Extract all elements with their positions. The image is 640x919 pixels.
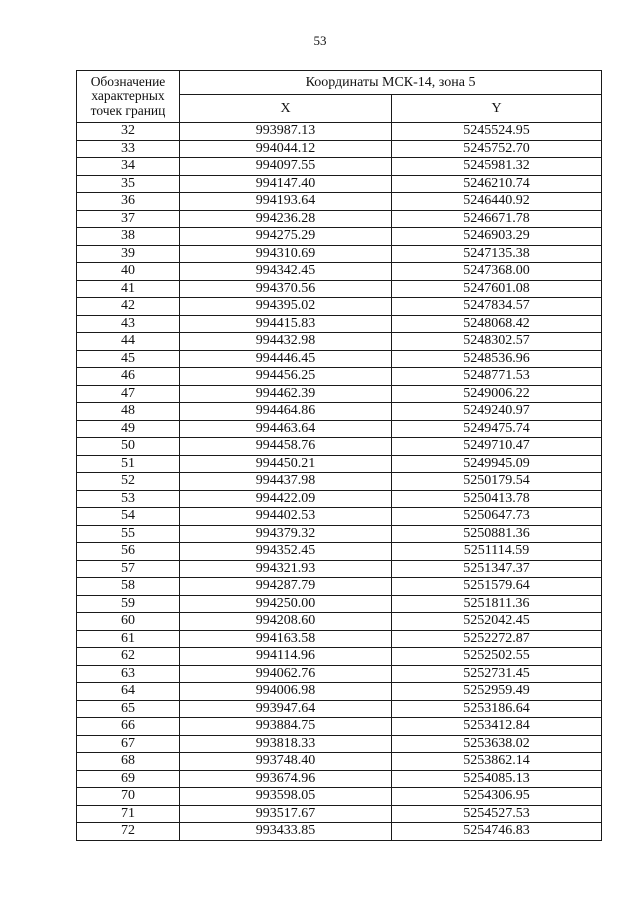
- x-coordinate-cell: 994458.76: [180, 438, 392, 456]
- x-coordinate-cell: 994432.98: [180, 333, 392, 351]
- point-number-cell: 56: [77, 543, 180, 561]
- y-coordinate-cell: 5247135.38: [392, 245, 602, 263]
- y-coordinate-cell: 5252272.87: [392, 630, 602, 648]
- y-coordinate-cell: 5252502.55: [392, 648, 602, 666]
- table-row: [77, 455, 602, 473]
- table-row: [77, 700, 602, 718]
- point-number-cell: 59: [77, 595, 180, 613]
- table-row: [77, 210, 602, 228]
- x-coordinate-cell: 993433.85: [180, 823, 392, 841]
- table-row: [77, 543, 602, 561]
- table-row: [77, 298, 602, 316]
- x-coordinate-cell: 994456.25: [180, 368, 392, 386]
- y-coordinate-cell: 5249006.22: [392, 385, 602, 403]
- y-coordinate-cell: 5245524.95: [392, 123, 602, 141]
- point-number-cell: 65: [77, 700, 180, 718]
- y-coordinate-cell: 5248302.57: [392, 333, 602, 351]
- x-coordinate-cell: 994450.21: [180, 455, 392, 473]
- page-number: 53: [313, 33, 327, 48]
- table-row: [77, 158, 602, 176]
- point-number-cell: 72: [77, 823, 180, 841]
- point-number-cell: 54: [77, 508, 180, 526]
- point-number-cell: 35: [77, 175, 180, 193]
- x-coordinate-cell: 994163.58: [180, 630, 392, 648]
- point-number-cell: 43: [77, 315, 180, 333]
- x-coordinate-cell: 994044.12: [180, 140, 392, 158]
- table-row: [77, 718, 602, 736]
- point-number-cell: 41: [77, 280, 180, 298]
- y-coordinate-cell: 5254085.13: [392, 770, 602, 788]
- table-row: [77, 735, 602, 753]
- table-row: [77, 315, 602, 333]
- table-row: [77, 333, 602, 351]
- point-number-cell: 45: [77, 350, 180, 368]
- x-coordinate-cell: 994114.96: [180, 648, 392, 666]
- x-coordinate-cell: 994342.45: [180, 263, 392, 281]
- header-coordinate-system: Координаты МСК-14, зона 5: [180, 71, 602, 95]
- point-number-cell: 49: [77, 420, 180, 438]
- y-coordinate-cell: 5248771.53: [392, 368, 602, 386]
- y-coordinate-cell: 5253638.02: [392, 735, 602, 753]
- y-coordinate-cell: 5246671.78: [392, 210, 602, 228]
- x-coordinate-cell: 994422.09: [180, 490, 392, 508]
- y-coordinate-cell: 5245981.32: [392, 158, 602, 176]
- y-coordinate-cell: 5251579.64: [392, 578, 602, 596]
- table-row: [77, 525, 602, 543]
- x-coordinate-cell: 994250.00: [180, 595, 392, 613]
- header-point-designation: Обозначение характерных точек границ: [77, 71, 180, 123]
- point-number-cell: 48: [77, 403, 180, 421]
- x-coordinate-cell: 994463.64: [180, 420, 392, 438]
- y-coordinate-cell: 5250413.78: [392, 490, 602, 508]
- point-number-cell: 61: [77, 630, 180, 648]
- x-coordinate-cell: 993987.13: [180, 123, 392, 141]
- y-coordinate-cell: 5253862.14: [392, 753, 602, 771]
- table-row: [77, 280, 602, 298]
- y-coordinate-cell: 5254306.95: [392, 788, 602, 806]
- y-coordinate-cell: 5254527.53: [392, 805, 602, 823]
- y-coordinate-cell: 5250647.73: [392, 508, 602, 526]
- header-row-top: [77, 71, 602, 95]
- x-coordinate-cell: 994321.93: [180, 560, 392, 578]
- point-number-cell: 50: [77, 438, 180, 456]
- point-number-cell: 60: [77, 613, 180, 631]
- point-number-cell: 63: [77, 665, 180, 683]
- x-coordinate-cell: 994097.55: [180, 158, 392, 176]
- x-coordinate-cell: 994462.39: [180, 385, 392, 403]
- table-header: [77, 71, 602, 123]
- x-coordinate-cell: 994147.40: [180, 175, 392, 193]
- table-row: [77, 473, 602, 491]
- table-row: [77, 823, 602, 841]
- table-row: [77, 805, 602, 823]
- point-number-cell: 44: [77, 333, 180, 351]
- point-number-cell: 36: [77, 193, 180, 211]
- x-coordinate-cell: 993674.96: [180, 770, 392, 788]
- x-coordinate-cell: 994464.86: [180, 403, 392, 421]
- table-row: [77, 560, 602, 578]
- y-coordinate-cell: 5246210.74: [392, 175, 602, 193]
- x-coordinate-cell: 994446.45: [180, 350, 392, 368]
- point-number-cell: 66: [77, 718, 180, 736]
- table-row: [77, 683, 602, 701]
- y-coordinate-cell: 5246440.92: [392, 193, 602, 211]
- y-coordinate-cell: 5247601.08: [392, 280, 602, 298]
- y-coordinate-cell: 5249710.47: [392, 438, 602, 456]
- point-number-cell: 42: [77, 298, 180, 316]
- table-row: [77, 753, 602, 771]
- x-coordinate-cell: 994415.83: [180, 315, 392, 333]
- x-coordinate-cell: 994352.45: [180, 543, 392, 561]
- point-number-cell: 40: [77, 263, 180, 281]
- table-row: [77, 438, 602, 456]
- y-coordinate-cell: 5248068.42: [392, 315, 602, 333]
- table-row: [77, 630, 602, 648]
- table-row: [77, 595, 602, 613]
- y-coordinate-cell: 5251811.36: [392, 595, 602, 613]
- point-number-cell: 67: [77, 735, 180, 753]
- y-coordinate-cell: 5252731.45: [392, 665, 602, 683]
- y-coordinate-cell: 5251114.59: [392, 543, 602, 561]
- y-coordinate-cell: 5250179.54: [392, 473, 602, 491]
- x-coordinate-cell: 994379.32: [180, 525, 392, 543]
- table-row: [77, 665, 602, 683]
- point-number-cell: 70: [77, 788, 180, 806]
- x-coordinate-cell: 994062.76: [180, 665, 392, 683]
- x-coordinate-cell: 993517.67: [180, 805, 392, 823]
- table-row: [77, 245, 602, 263]
- x-coordinate-cell: 994236.28: [180, 210, 392, 228]
- table-row: [77, 368, 602, 386]
- table-row: [77, 175, 602, 193]
- table-row: [77, 350, 602, 368]
- x-coordinate-cell: 994395.02: [180, 298, 392, 316]
- x-coordinate-cell: 994208.60: [180, 613, 392, 631]
- y-coordinate-cell: 5246903.29: [392, 228, 602, 246]
- point-number-cell: 38: [77, 228, 180, 246]
- y-coordinate-cell: 5250881.36: [392, 525, 602, 543]
- x-coordinate-cell: 994437.98: [180, 473, 392, 491]
- table-body: [77, 123, 602, 841]
- point-number-cell: 62: [77, 648, 180, 666]
- table-row: [77, 123, 602, 141]
- table-row: [77, 613, 602, 631]
- table-row: [77, 263, 602, 281]
- x-coordinate-cell: 994275.29: [180, 228, 392, 246]
- x-coordinate-cell: 993818.33: [180, 735, 392, 753]
- table-row: [77, 420, 602, 438]
- point-number-cell: 64: [77, 683, 180, 701]
- point-number-cell: 47: [77, 385, 180, 403]
- y-coordinate-cell: 5253186.64: [392, 700, 602, 718]
- x-coordinate-cell: 993598.05: [180, 788, 392, 806]
- table-row: [77, 140, 602, 158]
- x-coordinate-cell: 994287.79: [180, 578, 392, 596]
- y-coordinate-cell: 5245752.70: [392, 140, 602, 158]
- coordinates-table: [76, 70, 602, 841]
- y-coordinate-cell: 5252042.45: [392, 613, 602, 631]
- x-coordinate-cell: 993748.40: [180, 753, 392, 771]
- point-number-cell: 46: [77, 368, 180, 386]
- x-coordinate-cell: 993884.75: [180, 718, 392, 736]
- table-row: [77, 508, 602, 526]
- y-coordinate-cell: 5249475.74: [392, 420, 602, 438]
- point-number-cell: 39: [77, 245, 180, 263]
- table-row: [77, 385, 602, 403]
- table-row: [77, 490, 602, 508]
- point-number-cell: 34: [77, 158, 180, 176]
- x-coordinate-cell: 994193.64: [180, 193, 392, 211]
- y-coordinate-cell: 5247368.00: [392, 263, 602, 281]
- x-coordinate-cell: 993947.64: [180, 700, 392, 718]
- y-coordinate-cell: 5249240.97: [392, 403, 602, 421]
- point-number-cell: 51: [77, 455, 180, 473]
- point-number-cell: 37: [77, 210, 180, 228]
- table-row: [77, 788, 602, 806]
- point-number-cell: 71: [77, 805, 180, 823]
- point-number-cell: 69: [77, 770, 180, 788]
- y-coordinate-cell: 5253412.84: [392, 718, 602, 736]
- y-coordinate-cell: 5252959.49: [392, 683, 602, 701]
- point-number-cell: 58: [77, 578, 180, 596]
- x-coordinate-cell: 994006.98: [180, 683, 392, 701]
- point-number-cell: 52: [77, 473, 180, 491]
- point-number-cell: 57: [77, 560, 180, 578]
- table-row: [77, 578, 602, 596]
- table-row: [77, 228, 602, 246]
- point-number-cell: 53: [77, 490, 180, 508]
- point-number-cell: 32: [77, 123, 180, 141]
- table-row: [77, 403, 602, 421]
- point-number-cell: 33: [77, 140, 180, 158]
- header-y: Y: [392, 95, 602, 123]
- y-coordinate-cell: 5251347.37: [392, 560, 602, 578]
- point-number-cell: 68: [77, 753, 180, 771]
- x-coordinate-cell: 994310.69: [180, 245, 392, 263]
- y-coordinate-cell: 5249945.09: [392, 455, 602, 473]
- y-coordinate-cell: 5247834.57: [392, 298, 602, 316]
- y-coordinate-cell: 5254746.83: [392, 823, 602, 841]
- x-coordinate-cell: 994370.56: [180, 280, 392, 298]
- table-row: [77, 648, 602, 666]
- y-coordinate-cell: 5248536.96: [392, 350, 602, 368]
- header-x: X: [180, 95, 392, 123]
- table-row: [77, 770, 602, 788]
- point-number-cell: 55: [77, 525, 180, 543]
- x-coordinate-cell: 994402.53: [180, 508, 392, 526]
- table-row: [77, 193, 602, 211]
